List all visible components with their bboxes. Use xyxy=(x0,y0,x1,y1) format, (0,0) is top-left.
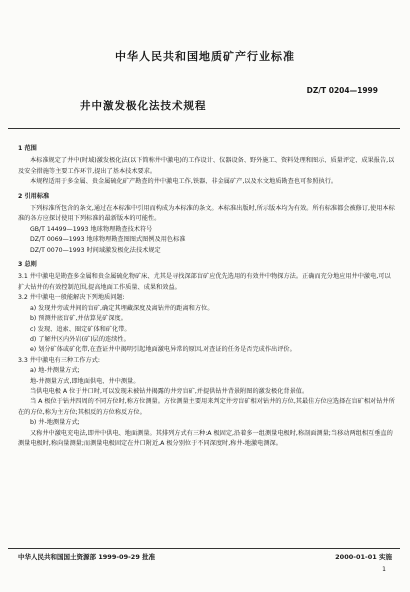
document-body xyxy=(18,140,396,449)
section-1-paragraph-2: 本规程适用于多金属、贵金属硫化矿产勘查的井中激电工作,铁器、非金属矿产,以及水文地质勘查也可参照执行。 xyxy=(30,178,338,186)
section-2-paragraph-1: 下列标准所包含的条文,通过在本标准中引用而构成为本标准的条文。本标准出版时,所示版本均为有效。所有标准都会被修订,使用本标准的各方应探讨使用下列标准的最新版本的可能性。 xyxy=(18,205,395,223)
footer-rule xyxy=(8,548,400,549)
clause-3-2-item: a) 发现井旁或井间的盲矿,确定其埋藏深度及离钻井的距离和方位。 xyxy=(30,304,214,312)
clause-3-3: 3.3 井中激电有三种工作方式: xyxy=(18,356,100,364)
clause-3-2: 3.2 井中激电一般能解决下列地质问题: xyxy=(18,294,125,302)
approval-date: 中华人民共和国国土资源部 1999-09-29 批准 xyxy=(18,553,156,561)
clause-3-2-item: c) 发现、追索、圈定矿体和矿化带。 xyxy=(30,325,131,333)
clause-3-3-item: b) 井-地测量方式; xyxy=(30,419,80,427)
reference-item: DZ/T 0070—1993 时间域激发极化法技术规定 xyxy=(30,246,161,254)
clause-3-3-item: 地-井测量方式,即地面供电、井中测量。 xyxy=(30,377,140,385)
standard-code: DZ/T 0204—1999 xyxy=(306,86,378,95)
clause-3-3-paragraph: 当供电电极 A 位于井口时,可以发现未被钻井揭露的井旁盲矿,并提供钻井背景附图的激发极化背景值。 xyxy=(30,387,309,395)
clause-3-3-paragraph: 又称井中激电充电法,即井中供电、地面测量。其排列方式有三种:A 极固定,沿着多一组测量电极时,称剖面测量;当移动两组相互垂直的测量电极时,称向量测量;而测量电极固定在井口附近,A 极分别位于不同深度时,称井-地激电测深。 xyxy=(18,429,393,447)
reference-item: DZ/T 0069—1993 地球物理勘查图图式图例及用色标准 xyxy=(30,236,186,244)
clause-3-2-item: e) 划分矿体或矿化带,在查证井中揭明引起地面激电异常的原因,对查证的任务是否完成作出评价。 xyxy=(30,346,296,354)
section-1-paragraph-1: 本标准规定了井中(时域)激发极化法(以下简称井中激电)的工作设计、仪器设备、野外施工、资料处理和图示、质量评定、成果报告,以及安全措施等主要工作环节,提出了基本技术要求。 xyxy=(18,157,395,175)
page-number: 1 xyxy=(382,566,386,573)
section-2-heading: 2 引用标准 xyxy=(18,192,50,200)
implementation-date: 2000-01-01 实施 xyxy=(335,553,392,561)
clause-3-3-item: a) 地-井测量方式; xyxy=(30,367,80,375)
header-rule xyxy=(8,128,400,129)
section-1-heading: 1 范围 xyxy=(18,145,37,152)
clause-3-2-item: b) 预测井底盲矿,并估算见矿深度。 xyxy=(30,315,127,323)
reference-item: GB/T 14499—1993 地球物理勘查技术符号 xyxy=(30,225,153,233)
section-3-heading: 3 总则 xyxy=(18,261,37,269)
clause-3-3-paragraph: 当 A 极位于钻井四周的不同方位时,称方位测量。方位测量主要用来判定井旁盲矿相对钻井的方位,其最佳方位应选择在盲矿相对钻井所在的方位,称为主方位;其相反的方位称反方位。 xyxy=(18,398,395,416)
document-title: 井中激发极化法技术规程 xyxy=(80,100,207,112)
clause-3-2-item: d) 了解井区内外岩(矿)层的连续性。 xyxy=(30,335,130,343)
clause-3-1: 3.1 井中激电是勘查多金属和贵金属硫化物矿床、尤其是寻找深部盲矿应优先选用的有效井中物探方法。正确而充分地应用井中激电,可以扩大钻井的有效控制范围,提高地面工作质量、成果和效益。 xyxy=(18,273,391,291)
industry-standard-title: 中华人民共和国地质矿产行业标准 xyxy=(115,50,295,63)
